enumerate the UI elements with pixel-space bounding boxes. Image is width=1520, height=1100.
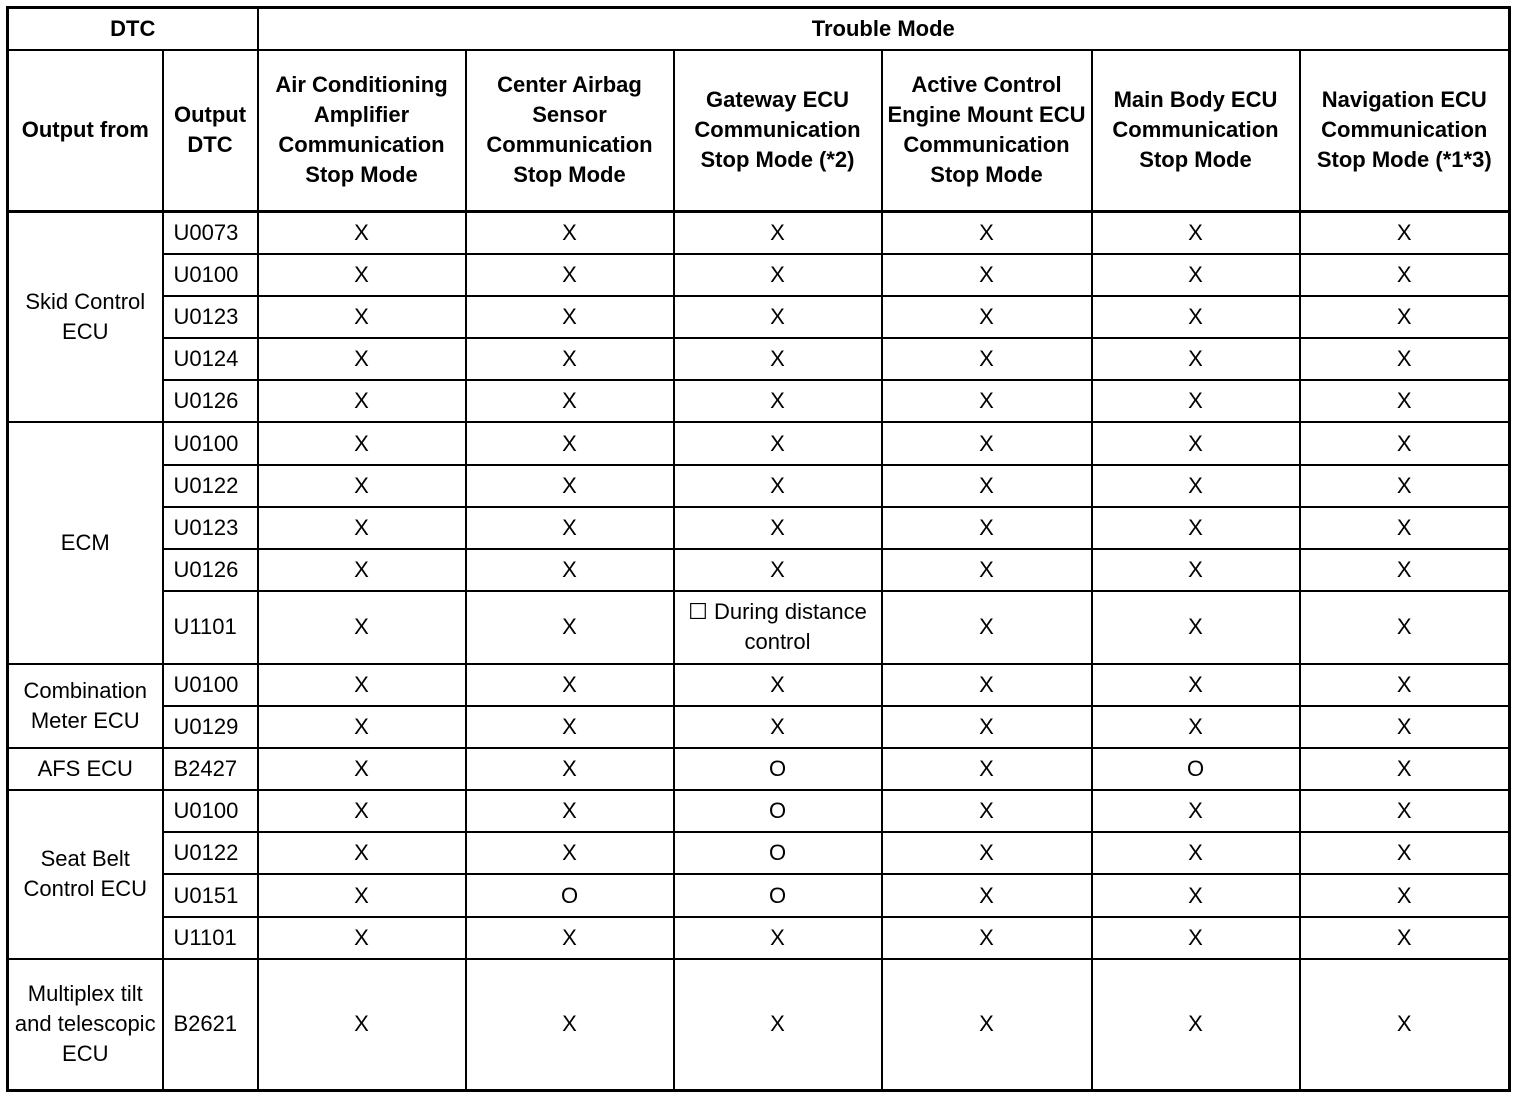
mode-cell-gateway-ecu: X xyxy=(674,507,882,549)
output-dtc-cell: U0126 xyxy=(163,380,258,422)
trouble-mode-header: Trouble Mode xyxy=(258,8,1510,50)
mode-cell-center-airbag: X xyxy=(466,212,674,254)
mode-cell-center-airbag: X xyxy=(466,832,674,874)
mode-cell-navigation-ecu: X xyxy=(1300,832,1510,874)
mode-cell-navigation-ecu: X xyxy=(1300,591,1510,663)
mode-cell-gateway-ecu: X xyxy=(674,254,882,296)
mode-cell-main-body-ecu: X xyxy=(1092,380,1300,422)
mode-cell-center-airbag: X xyxy=(466,338,674,380)
mode-cell-gateway-ecu: X xyxy=(674,917,882,959)
output-dtc-cell: B2621 xyxy=(163,959,258,1091)
mode-cell-engine-mount-ecu: X xyxy=(882,874,1092,916)
mode-cell-center-airbag: X xyxy=(466,507,674,549)
mode-cell-main-body-ecu: X xyxy=(1092,338,1300,380)
output-from-cell: Skid Control ECU xyxy=(8,212,163,423)
mode-cell-engine-mount-ecu: X xyxy=(882,422,1092,464)
mode-cell-navigation-ecu: X xyxy=(1300,465,1510,507)
mode-cell-main-body-ecu: X xyxy=(1092,422,1300,464)
mode-cell-ac-amplifier: X xyxy=(258,706,466,748)
mode-cell-ac-amplifier: X xyxy=(258,465,466,507)
mode-cell-navigation-ecu: X xyxy=(1300,874,1510,916)
output-from-cell: Multiplex tilt and telescopic ECU xyxy=(8,959,163,1091)
mode-cell-engine-mount-ecu: X xyxy=(882,254,1092,296)
output-dtc-cell: U1101 xyxy=(163,591,258,663)
output-dtc-cell: U0126 xyxy=(163,549,258,591)
mode-cell-gateway-ecu: O xyxy=(674,874,882,916)
output-dtc-cell: U0123 xyxy=(163,296,258,338)
mode-cell-ac-amplifier: X xyxy=(258,959,466,1091)
header-row-top xyxy=(8,8,1510,50)
mode-cell-gateway-ecu: X xyxy=(674,380,882,422)
mode-cell-navigation-ecu: X xyxy=(1300,254,1510,296)
mode-cell-navigation-ecu: X xyxy=(1300,507,1510,549)
mode-cell-main-body-ecu: X xyxy=(1092,706,1300,748)
mode-cell-ac-amplifier: X xyxy=(258,380,466,422)
mode-cell-main-body-ecu: X xyxy=(1092,507,1300,549)
table-row xyxy=(8,465,1510,507)
mode-cell-center-airbag: X xyxy=(466,549,674,591)
mode-cell-gateway-ecu: X xyxy=(674,706,882,748)
mode-cell-ac-amplifier: X xyxy=(258,874,466,916)
mode-cell-gateway-ecu: X xyxy=(674,664,882,706)
table-row xyxy=(8,874,1510,916)
mode-cell-engine-mount-ecu: X xyxy=(882,591,1092,663)
mode-cell-gateway-ecu: X xyxy=(674,296,882,338)
mode-cell-center-airbag: X xyxy=(466,422,674,464)
table-row xyxy=(8,591,1510,663)
mode-cell-main-body-ecu: X xyxy=(1092,959,1300,1091)
mode-cell-gateway-ecu: X xyxy=(674,338,882,380)
mode-cell-engine-mount-ecu: X xyxy=(882,959,1092,1091)
output-dtc-cell: U0100 xyxy=(163,790,258,832)
mode-cell-main-body-ecu: X xyxy=(1092,549,1300,591)
mode-header-main-body-ecu: Main Body ECU Communication Stop Mode xyxy=(1092,50,1300,212)
mode-cell-engine-mount-ecu: X xyxy=(882,790,1092,832)
mode-cell-navigation-ecu: X xyxy=(1300,664,1510,706)
mode-cell-center-airbag: X xyxy=(466,591,674,663)
output-dtc-cell: B2427 xyxy=(163,748,258,790)
mode-cell-main-body-ecu: X xyxy=(1092,465,1300,507)
mode-cell-engine-mount-ecu: X xyxy=(882,748,1092,790)
table-row xyxy=(8,832,1510,874)
mode-cell-ac-amplifier: X xyxy=(258,790,466,832)
mode-cell-ac-amplifier: X xyxy=(258,549,466,591)
table-row xyxy=(8,254,1510,296)
mode-cell-engine-mount-ecu: X xyxy=(882,832,1092,874)
output-dtc-cell: U0122 xyxy=(163,465,258,507)
mode-cell-gateway-ecu: ☐ During distance control xyxy=(674,591,882,663)
mode-cell-gateway-ecu: X xyxy=(674,549,882,591)
table-row xyxy=(8,790,1510,832)
mode-cell-center-airbag: X xyxy=(466,664,674,706)
table-row xyxy=(8,549,1510,591)
mode-cell-main-body-ecu: X xyxy=(1092,874,1300,916)
mode-cell-main-body-ecu: X xyxy=(1092,917,1300,959)
mode-cell-center-airbag: X xyxy=(466,465,674,507)
mode-cell-ac-amplifier: X xyxy=(258,832,466,874)
mode-cell-gateway-ecu: X xyxy=(674,422,882,464)
table-row xyxy=(8,212,1510,254)
table-row xyxy=(8,380,1510,422)
mode-header-ac-amplifier: Air Conditioning Amplifier Communication Stop Mode xyxy=(258,50,466,212)
mode-header-engine-mount-ecu: Active Control Engine Mount ECU Communication Stop Mode xyxy=(882,50,1092,212)
mode-cell-engine-mount-ecu: X xyxy=(882,917,1092,959)
mode-cell-main-body-ecu: X xyxy=(1092,664,1300,706)
table-row xyxy=(8,917,1510,959)
mode-cell-ac-amplifier: X xyxy=(258,507,466,549)
mode-cell-engine-mount-ecu: X xyxy=(882,212,1092,254)
output-from-cell: ECM xyxy=(8,422,163,663)
mode-cell-navigation-ecu: X xyxy=(1300,917,1510,959)
output-dtc-cell: U0100 xyxy=(163,664,258,706)
mode-cell-ac-amplifier: X xyxy=(258,917,466,959)
mode-cell-center-airbag: X xyxy=(466,748,674,790)
mode-cell-engine-mount-ecu: X xyxy=(882,507,1092,549)
mode-header-navigation-ecu: Navigation ECU Communication Stop Mode (*1*3) xyxy=(1300,50,1510,212)
mode-cell-ac-amplifier: X xyxy=(258,664,466,706)
mode-cell-engine-mount-ecu: X xyxy=(882,706,1092,748)
mode-cell-center-airbag: X xyxy=(466,917,674,959)
mode-cell-gateway-ecu: O xyxy=(674,748,882,790)
dtc-header: DTC xyxy=(8,8,258,50)
table-row xyxy=(8,706,1510,748)
mode-cell-engine-mount-ecu: X xyxy=(882,664,1092,706)
mode-cell-ac-amplifier: X xyxy=(258,212,466,254)
mode-cell-navigation-ecu: X xyxy=(1300,422,1510,464)
table-body xyxy=(8,212,1510,1091)
mode-cell-navigation-ecu: X xyxy=(1300,380,1510,422)
mode-cell-center-airbag: X xyxy=(466,380,674,422)
mode-cell-main-body-ecu: X xyxy=(1092,832,1300,874)
output-dtc-cell: U0100 xyxy=(163,422,258,464)
mode-cell-gateway-ecu: X xyxy=(674,465,882,507)
mode-cell-main-body-ecu: O xyxy=(1092,748,1300,790)
table-row xyxy=(8,959,1510,1091)
mode-cell-ac-amplifier: X xyxy=(258,422,466,464)
output-from-cell: Seat Belt Control ECU xyxy=(8,790,163,959)
mode-cell-gateway-ecu: X xyxy=(674,959,882,1091)
mode-cell-main-body-ecu: X xyxy=(1092,591,1300,663)
output-dtc-cell: U0123 xyxy=(163,507,258,549)
mode-cell-navigation-ecu: X xyxy=(1300,790,1510,832)
mode-header-center-airbag: Center Airbag Sensor Communication Stop Mode xyxy=(466,50,674,212)
output-dtc-cell: U0073 xyxy=(163,212,258,254)
mode-cell-engine-mount-ecu: X xyxy=(882,465,1092,507)
mode-cell-navigation-ecu: X xyxy=(1300,212,1510,254)
mode-cell-ac-amplifier: X xyxy=(258,591,466,663)
output-dtc-cell: U0122 xyxy=(163,832,258,874)
mode-cell-navigation-ecu: X xyxy=(1300,706,1510,748)
mode-cell-main-body-ecu: X xyxy=(1092,254,1300,296)
table-row xyxy=(8,422,1510,464)
table-row xyxy=(8,507,1510,549)
mode-cell-center-airbag: O xyxy=(466,874,674,916)
mode-cell-center-airbag: X xyxy=(466,790,674,832)
output-dtc-header: Output DTC xyxy=(163,50,258,212)
mode-cell-engine-mount-ecu: X xyxy=(882,296,1092,338)
output-dtc-cell: U1101 xyxy=(163,917,258,959)
dtc-trouble-mode-table xyxy=(6,6,1511,1092)
output-from-cell: AFS ECU xyxy=(8,748,163,790)
output-dtc-cell: U0100 xyxy=(163,254,258,296)
mode-cell-navigation-ecu: X xyxy=(1300,748,1510,790)
mode-cell-navigation-ecu: X xyxy=(1300,338,1510,380)
mode-cell-main-body-ecu: X xyxy=(1092,790,1300,832)
table-row xyxy=(8,748,1510,790)
output-dtc-cell: U0124 xyxy=(163,338,258,380)
mode-cell-ac-amplifier: X xyxy=(258,338,466,380)
mode-cell-navigation-ecu: X xyxy=(1300,959,1510,1091)
mode-cell-main-body-ecu: X xyxy=(1092,296,1300,338)
output-from-header: Output from xyxy=(8,50,163,212)
mode-cell-ac-amplifier: X xyxy=(258,748,466,790)
table-row xyxy=(8,338,1510,380)
mode-cell-engine-mount-ecu: X xyxy=(882,549,1092,591)
mode-cell-center-airbag: X xyxy=(466,296,674,338)
output-dtc-cell: U0151 xyxy=(163,874,258,916)
mode-cell-gateway-ecu: O xyxy=(674,790,882,832)
mode-cell-center-airbag: X xyxy=(466,706,674,748)
mode-cell-navigation-ecu: X xyxy=(1300,296,1510,338)
mode-cell-ac-amplifier: X xyxy=(258,254,466,296)
mode-cell-engine-mount-ecu: X xyxy=(882,380,1092,422)
mode-cell-gateway-ecu: X xyxy=(674,212,882,254)
mode-cell-main-body-ecu: X xyxy=(1092,212,1300,254)
mode-cell-engine-mount-ecu: X xyxy=(882,338,1092,380)
table-row xyxy=(8,296,1510,338)
output-dtc-cell: U0129 xyxy=(163,706,258,748)
mode-cell-gateway-ecu: O xyxy=(674,832,882,874)
mode-cell-center-airbag: X xyxy=(466,254,674,296)
mode-header-gateway-ecu: Gateway ECU Communication Stop Mode (*2) xyxy=(674,50,882,212)
header-row-columns xyxy=(8,50,1510,212)
output-from-cell: Combination Meter ECU xyxy=(8,664,163,748)
table-row xyxy=(8,664,1510,706)
mode-cell-center-airbag: X xyxy=(466,959,674,1091)
mode-cell-navigation-ecu: X xyxy=(1300,549,1510,591)
mode-cell-ac-amplifier: X xyxy=(258,296,466,338)
